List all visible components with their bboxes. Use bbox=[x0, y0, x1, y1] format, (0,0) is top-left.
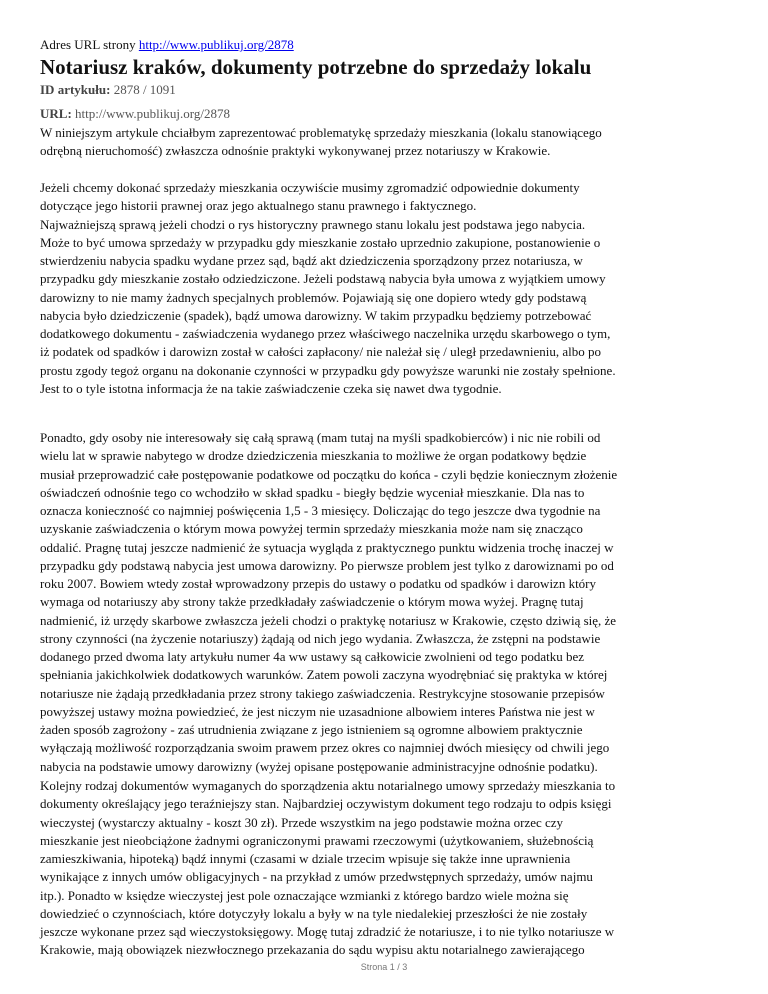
url-prefix: Adres URL strony bbox=[40, 37, 136, 52]
page-url-line bbox=[40, 37, 294, 52]
paragraph-line: przypadku gdy podstawą nabycia jest umowa darowizny. Po pierwsze problem jest tylko z darowiznami po od bbox=[40, 557, 614, 573]
article-title: Notariusz kraków, dokumenty potrzebne do sprzedaży lokalu bbox=[40, 55, 592, 79]
article-url-label: URL: bbox=[40, 106, 72, 121]
article-id-value: 2878 / 1091 bbox=[113, 82, 176, 97]
paragraph-line: dodatkowego dokumentu - zaświadczenia wydanego przez właściwego naczelnika urzędu skarbowego o tym, bbox=[40, 326, 611, 341]
paragraph-line: notariusze nie żądają przedkładania przez strony takiego zaświadczenia. Restrykcyjne stosowanie przepisów bbox=[40, 685, 605, 701]
page-number-footer: Strona 1 / 3 bbox=[360, 962, 408, 972]
paragraph-line: roku 2007. Bowiem wtedy został wprowadzony przepis do ustawy o podatku od spadków i darowizn który bbox=[40, 576, 597, 591]
paragraph-line: wyłączają możliwość rozporządzania swoim prawem przez okres co najmniej dwóch miesięcy od chwili jego bbox=[40, 740, 610, 756]
paragraph-line: Krakowie, mają obowiązek niezwłocznego przekazania do sądu wypisu aktu notarialnego zawierającego bbox=[40, 942, 585, 958]
paragraph-line: Może to być umowa sprzedaży w przypadku gdy mieszkanie zostało uprzednio zakupione, postanowienie o bbox=[40, 234, 601, 250]
paragraph-intro bbox=[40, 124, 732, 161]
paragraph-line: wynikające z innych umów obligacyjnych - na przykład z umów przedwstępnych sprzedaży, umów najmu bbox=[40, 869, 593, 885]
paragraph-line: iż podatek od spadków i darowizn został w całości zapłacony/ nie należał się / uległ przedawnieniu, albo po bbox=[40, 344, 601, 360]
paragraph-documents bbox=[40, 179, 732, 398]
paragraph-line: oświadczeń odnośnie tego co wchodziło w skład spadku - biegły będzie wyceniał mieszkanie. Dla nas to bbox=[40, 484, 585, 500]
paragraph-line: Kolejny rodzaj dokumentów wymaganych do sporządzenia aktu notarialnego umowy sprzedaży mieszkania to bbox=[40, 778, 616, 793]
article-id-line bbox=[40, 82, 176, 98]
paragraph-line: oddalić. Pragnę tutaj jeszcze nadmienić że sytuacja wygląda z praktycznego punktu widzenia trochę inaczej w bbox=[40, 539, 614, 555]
paragraph-line: dowiedzieć o czynnościach, które dotyczyły lokalu a były w na tyle niedalekiej przeszłości że nie zostały bbox=[40, 905, 588, 921]
paragraph-line: itp.). Ponadto w księdze wieczystej jest pole oznaczające wzmianki z którego bardzo wiele można się bbox=[40, 887, 569, 903]
paragraph-line: W niniejszym artykule chciałbym zaprezentować problematykę sprzedaży mieszkania (lokalu stanowiącego bbox=[40, 125, 602, 140]
paragraph-line: darowizny to nie mamy żadnych specjalnych problemów. Pojawiają się one dopiero wtedy gdy podstawą bbox=[40, 289, 587, 305]
paragraph-line: strony czynności (na życzenie notariuszy) żądają od nich jego wydania. Zwłaszcza, że zstępni na podstawie bbox=[40, 630, 601, 646]
paragraph-line: stwierdzeniu nabycia spadku wydane przez sąd, bądź akt dziedziczenia sporządzony przez notariusza, w bbox=[40, 253, 583, 268]
paragraph-line: odrębną nieruchomość) zwłaszcza odnośnie praktyki wykonywanej przez notariuszy w Krakowie. bbox=[40, 143, 551, 159]
paragraph-line: Jeżeli chcemy dokonać sprzedaży mieszkania oczywiście musimy zgromadzić odpowiednie dokumenty bbox=[40, 180, 580, 195]
paragraph-line: wielu lat w sprawie nabytego w drodze dziedziczenia mieszkania to możliwe że organ podatkowy będzie bbox=[40, 448, 587, 464]
paragraph-line: wymaga od notariuszy aby strony także przedkładały zaświadczenie o którym mowa wyżej. Pragnę tutaj bbox=[40, 594, 584, 610]
paragraph-line: prostu zgody tegoż organu na dokonanie czynności w przypadku gdy powyższe warunki nie zostały spełnione. bbox=[40, 362, 616, 378]
paragraph-line: żaden sposób zagrożony - zaś utrudnienia związane z jego istnieniem są ogromne albowiem praktycznie bbox=[40, 722, 583, 737]
paragraph-line: nabycia było dziedziczenie (spadek), bądź umowa darowizny. W takim przypadku będziemy potrzebować bbox=[40, 307, 592, 323]
article-url-line bbox=[40, 106, 230, 122]
paragraph-inheritance bbox=[40, 429, 732, 776]
paragraph-line: wieczystej (wystarczy aktualny - koszt 30 zł). Przede wszystkim na jego podstawie można orzec czy bbox=[40, 814, 564, 830]
paragraph-line: zamieszkiwania, hipoteką) bądź innymi (czasami w dziale trzecim wpisuje się także inne uprawnienia bbox=[40, 851, 571, 866]
paragraph-line: przypadku gdy mieszkanie zostało odziedziczone. Jeżeli podstawą nabycia była umowa z wyjątkiem umowy bbox=[40, 271, 606, 287]
paragraph-line: dotyczące jego historii prawnej oraz jego aktualnego stanu prawnego i faktycznego. bbox=[40, 198, 477, 214]
paragraph-line: dokumenty określający jego teraźniejszy stan. Najbardziej oczywistym dokument tego rodzaju to odpis księgi bbox=[40, 796, 612, 812]
paragraph-line: Najważniejszą sprawą jeżeli chodzi o rys historyczny prawnego stanu lokalu jest podstawa jego nabycia. bbox=[40, 216, 586, 232]
paragraph-line: spełniania jakichkolwiek dodatkowych warunków. Zatem powoli zaczyna wyodrębniać się praktyka w której bbox=[40, 667, 608, 683]
paragraph-line: Jest to o tyle istotna informacja że na takie zaświadczenie czeka się nawet dwa tygodnie. bbox=[40, 380, 502, 396]
paragraph-line: nadmienić, iż urzędy skarbowe zwłaszcza jeżeli chodzi o praktykę notariusz w Krakowie, często dziwią się, że bbox=[40, 612, 617, 628]
article-url-value: http://www.publikuj.org/2878 bbox=[75, 106, 230, 121]
paragraph-line: mieszkanie jest nieobciążone żadnymi ograniczonymi prawami rzeczowymi (użytkowaniem, służebnością bbox=[40, 832, 594, 848]
paragraph-line: Ponadto, gdy osoby nie interesowały się całą sprawą (mam tutaj na myśli spadkobierców) i nic nie robili od bbox=[40, 430, 601, 445]
paragraph-line: uzyskanie zaświadczenia o którym mowa powyżej termin sprzedaży mieszkania może nam się znacząco bbox=[40, 521, 583, 537]
paragraph-line: oznacza konieczność co najmniej poświęcenia 1,5 - 3 miesięcy. Doliczając do tego jeszcze dwa tygodnie na bbox=[40, 503, 601, 518]
paragraph-line: jeszcze wykonane przez sąd wieczystoksięgowy. Mogę tutaj zdradzić że notariusze, i to nie tylko notariusze w bbox=[40, 924, 615, 939]
paragraph-line: musiał przeprowadzić całe postępowanie podatkowe od początku do końca - czyli będzie koniecznym złożenie bbox=[40, 466, 618, 482]
paragraph-line: nabycia na podstawie umowy darowizny (wyżej opisane postępowanie administracyjne odnośnie podatku). bbox=[40, 758, 598, 774]
article-id-label: ID artykułu: bbox=[40, 82, 111, 97]
paragraph-current-state bbox=[40, 777, 732, 960]
paragraph-line: powyższej ustawy można powiedzieć, że jest niczym nie uzasadnione albowiem interes Państwa nie jest w bbox=[40, 703, 595, 719]
paragraph-line: dodanego przed dwoma laty artykułu numer 4a ww ustawy są całkowicie zwolnieni od tego podatku bez bbox=[40, 649, 585, 664]
page-url-link[interactable]: http://www.publikuj.org/2878 bbox=[138, 37, 294, 52]
